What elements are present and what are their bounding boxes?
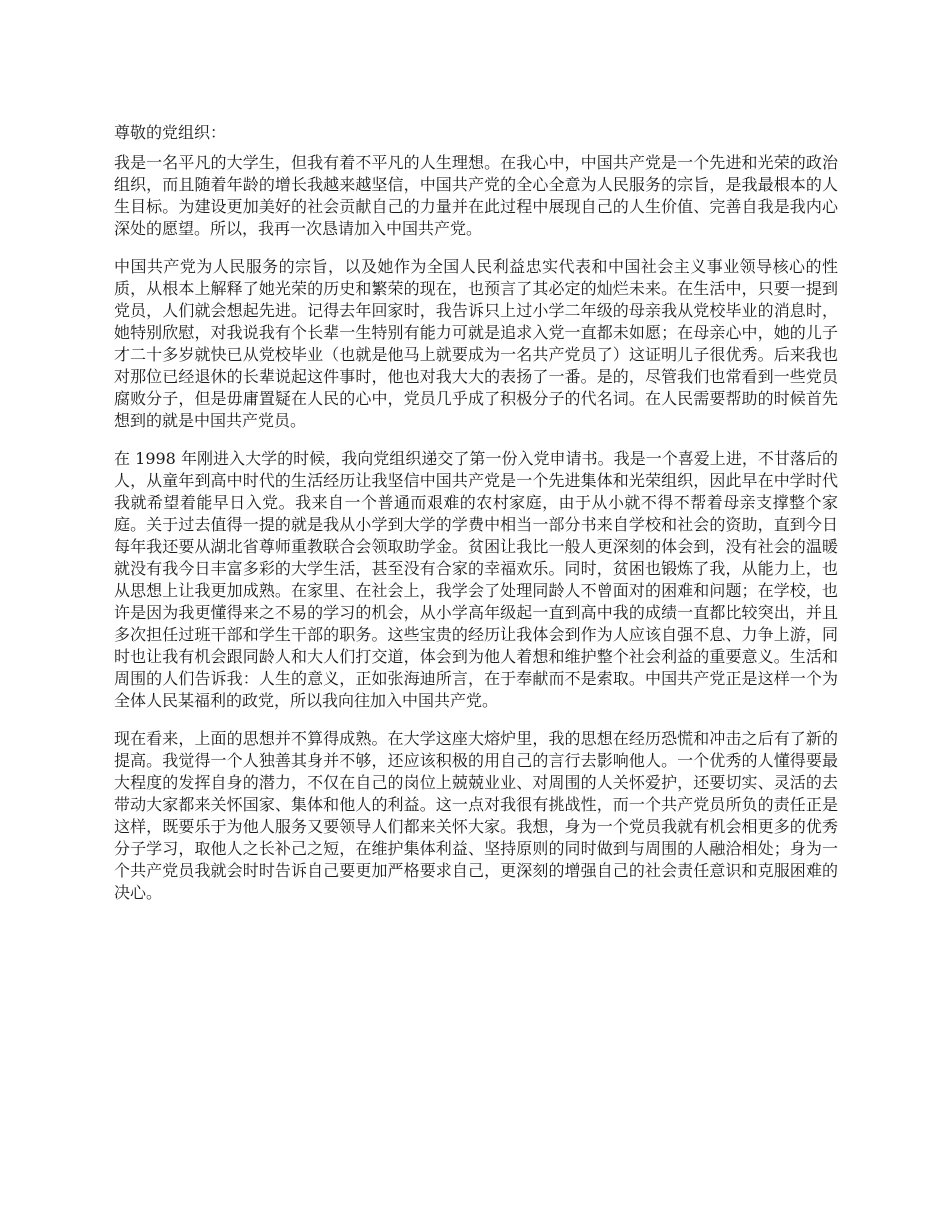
paragraph-1: 我是一名平凡的大学生，但我有着不平凡的人生理想。在我心中，中国共产党是一个先进和光荣的政治组织，而且随着年龄的增长我越来越坚信，中国共产党的全心全意为人民服务的宗旨，是我最根本的人生目标。为建设更加美好的社会贡献自己的力量并在此过程中展现自己的人生价值、完善自我是我内心深处的愿望。所以，我再一次恳请加入中国共产党。 bbox=[114, 153, 838, 238]
paragraph-3: 在 1998 年刚进入大学的时候，我向党组织递交了第一份入党申请书。我是一个喜爱上进，不甘落后的人，从童年到高中时代的生活经历让我坚信中国共产党是一个先进集体和光荣组织，因此早在中学时代我就希望着能早日入党。我来自一个普通而艰难的农村家庭，由于从小就不得不帮着母亲支撑整个家庭。关于过去值得一提的就是我从小学到大学的学费中相当一部分书来自学校和社会的资助，直到今日每年我还要从湖北省尊师重教联合会领取助学金。贫困让我比一般人更深刻的体会到，没有社会的温暖就没有我今日丰富多彩的大学生活，甚至没有合家的幸福欢乐。同时，贫困也锻炼了我，从能力上，也从思想上让我更加成熟。在家里、在社会上，我学会了处理同龄人不曾面对的困难和问题；在学校，也许是因为我更懂得来之不易的学习的机会，从小学高年级起一直到高中我的成绩一直都比较突出，并且多次担任过班干部和学生干部的职务。这些宝贵的经历让我体会到作为人应该自强不息、力争上游，同时也让我有机会跟同龄人和大人们打交道，体会到为他人着想和维护整个社会利益的重要意义。生活和周围的人们告诉我：人生的意义，正如张海迪所言，在于奉献而不是索取。中国共产党正是这样一个为全体人民某福利的政党，所以我向往加入中国共产党。 bbox=[114, 449, 838, 710]
salutation: 尊敬的党组织： bbox=[114, 123, 227, 142]
paragraph-4: 现在看来，上面的思想并不算得成熟。在大学这座大熔炉里，我的思想在经历恐慌和冲击之后有了新的提高。我觉得一个人独善其身并不够，还应该积极的用自己的言行去影响他人。一个优秀的人懂得要最大程度的发挥自身的潜力，不仅在自己的岗位上兢兢业业、对周围的人关怀爱护，还要切实、灵活的去带动大家都来关怀国家、集体和他人的利益。这一点对我很有挑战性，而一个共产党员所负的责任正是这样，既要乐于为他人服务又要领导人们都来关怀大家。我想，身为一个党员我就有机会相更多的优秀分子学习，取他人之长补己之短，在维护集体利益、坚持原则的同时做到与周围的人融洽相处；身为一个共产党员我就会时时告诉自己要更加严格要求自己，更深刻的增强自己的社会责任意识和克服困难的决心。 bbox=[114, 729, 838, 902]
letter-body bbox=[114, 122, 838, 920]
paragraph-2: 中国共产党为人民服务的宗旨，以及她作为全国人民利益忠实代表和中国社会主义事业领导核心的性质，从根本上解释了她光荣的历史和繁荣的现在，也预言了其必定的灿烂未来。在生活中，只要一提到党员，人们就会想起先进。记得去年回家时，我告诉只上过小学二年级的母亲我从党校毕业的消息时，她特别欣慰，对我说我有个长辈一生特别有能力可就是追求入党一直都未如愿；在母亲心中，她的儿子才二十多岁就快已从党校毕业（也就是他马上就要成为一名共产党员了）这证明儿子很优秀。后来我也对那位已经退休的长辈说起这件事时，他也对我大大的表扬了一番。是的，尽管我们也常看到一些党员腐败分子，但是毋庸置疑在人民的心中，党员几乎成了积极分子的代名词。在人民需要帮助的时候首先想到的就是中国共产党员。 bbox=[114, 257, 838, 430]
